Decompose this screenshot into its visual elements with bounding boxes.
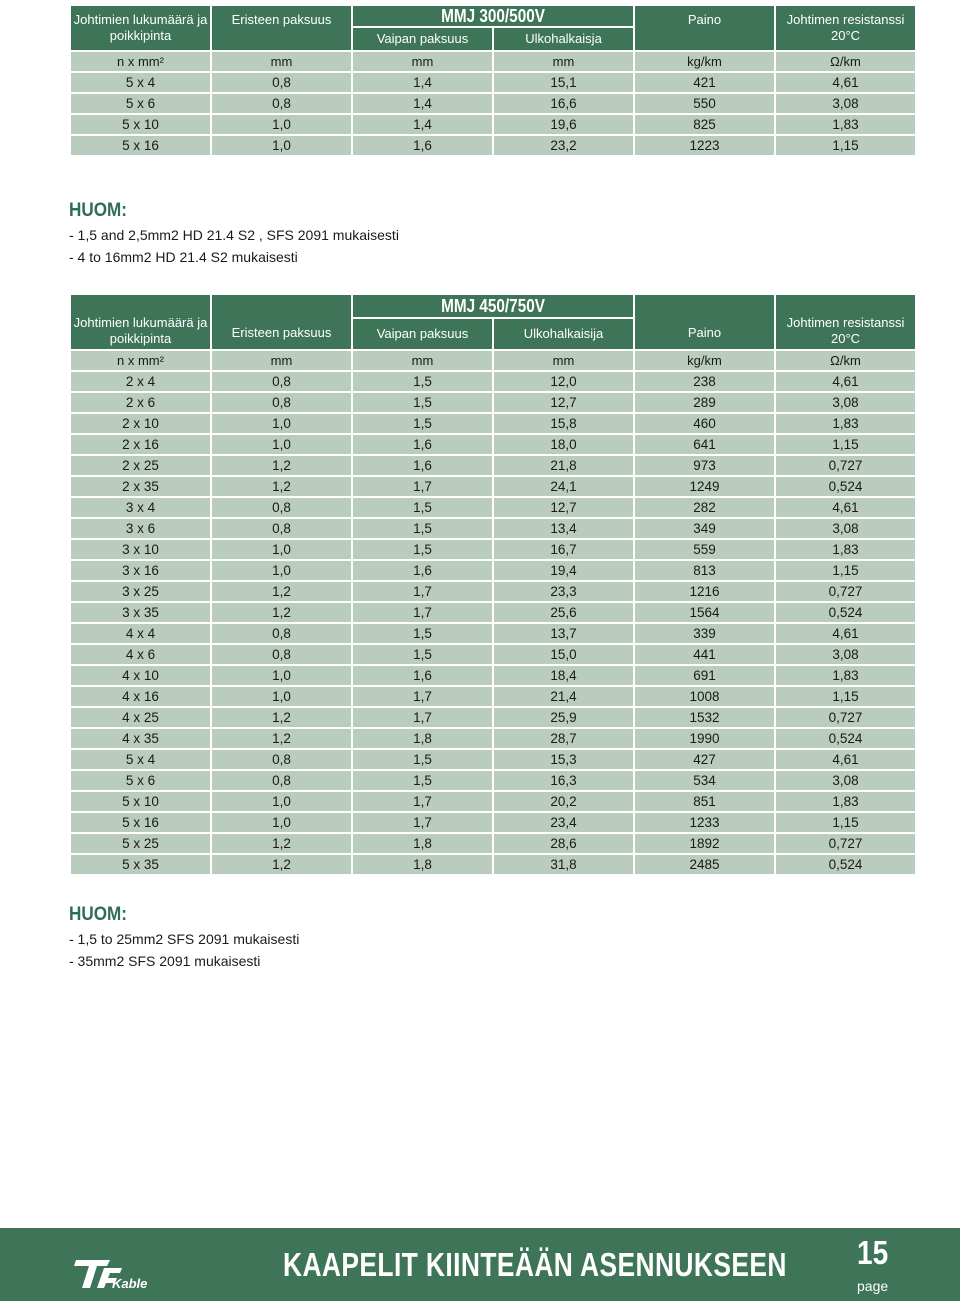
note-line: - 1,5 to 25mm2 SFS 2091 mukaisesti: [69, 931, 300, 947]
table-title: [353, 295, 633, 317]
table-cell: 339: [635, 624, 774, 643]
table-cell: 0,8: [212, 645, 351, 664]
cable-table-mmj-300-500: [69, 4, 917, 157]
table-row: [71, 855, 915, 874]
table-cell: 1,0: [212, 540, 351, 559]
table-cell: 550: [635, 94, 774, 113]
table-cell: 1,5: [353, 519, 492, 538]
table-cell: 1,7: [353, 708, 492, 727]
table-cell: 12,7: [494, 393, 633, 412]
table-cell: 0,727: [776, 708, 915, 727]
table-cell: 1990: [635, 729, 774, 748]
table-cell: 1008: [635, 687, 774, 706]
table-cell: 1223: [635, 136, 774, 155]
table-cell: 2 x 16: [71, 435, 210, 454]
tfkable-logo: [70, 1252, 150, 1292]
table-cell: 1,2: [212, 855, 351, 874]
table-cell: 0,524: [776, 855, 915, 874]
cable-table-mmj-450-750: [69, 293, 917, 876]
table-cell: 1,83: [776, 115, 915, 134]
table-cell: 441: [635, 645, 774, 664]
page-label: page: [857, 1278, 889, 1294]
note-line: - 4 to 16mm2 HD 21.4 S2 mukaisesti: [69, 249, 298, 265]
table-cell: 0,524: [776, 603, 915, 622]
table-row: [71, 94, 915, 113]
table-cell: 1,0: [212, 136, 351, 155]
table-cell: 28,6: [494, 834, 633, 853]
table-cell: 19,6: [494, 115, 633, 134]
table-cell: 1,15: [776, 813, 915, 832]
table-cell: 0,8: [212, 94, 351, 113]
table-cell: 1,0: [212, 561, 351, 580]
table-cell: 5 x 6: [71, 94, 210, 113]
table-cell: 5 x 10: [71, 115, 210, 134]
table-cell: 5 x 16: [71, 813, 210, 832]
table-cell: 23,3: [494, 582, 633, 601]
note-line: - 1,5 and 2,5mm2 HD 21.4 S2 , SFS 2091 mukaisesti: [69, 227, 399, 243]
table-cell: 1,6: [353, 561, 492, 580]
table-row: [71, 393, 915, 412]
table-cell: 1,2: [212, 582, 351, 601]
table-cell: 1216: [635, 582, 774, 601]
table-cell: 1,0: [212, 414, 351, 433]
table-cell: 1,6: [353, 136, 492, 155]
table-cell: 1,2: [212, 708, 351, 727]
page-number: 15: [857, 1234, 889, 1271]
table-cell: 19,4: [494, 561, 633, 580]
table-cell: 1,83: [776, 666, 915, 685]
table-cell: 21,4: [494, 687, 633, 706]
table-cell: 15,0: [494, 645, 633, 664]
table-cell: 1,6: [353, 666, 492, 685]
note-line: - 35mm2 SFS 2091 mukaisesti: [69, 953, 261, 969]
table-row: [71, 136, 915, 155]
table-cell: 1,2: [212, 603, 351, 622]
table-cell: 1,5: [353, 414, 492, 433]
table-cell: 1,2: [212, 477, 351, 496]
table-row: [71, 624, 915, 643]
table-row: [71, 73, 915, 92]
table-cell: 3 x 16: [71, 561, 210, 580]
table-cell: 1,0: [212, 115, 351, 134]
unit-cell: mm: [212, 52, 351, 71]
table-cell: 641: [635, 435, 774, 454]
table-row: [71, 771, 915, 790]
table-row: [71, 750, 915, 769]
table-cell: 2485: [635, 855, 774, 874]
table-cell: 1,5: [353, 771, 492, 790]
table-cell: 0,524: [776, 477, 915, 496]
table-cell: 4,61: [776, 73, 915, 92]
table-cell: 1,8: [353, 729, 492, 748]
table-cell: 3,08: [776, 94, 915, 113]
header-conductors: Johtimien lukumäärä ja poikkipinta: [71, 295, 210, 349]
table-cell: 1,4: [353, 94, 492, 113]
header-outer-diameter: Ulkohalkaisija: [494, 319, 633, 349]
table-cell: 973: [635, 456, 774, 475]
table-cell: 1,7: [353, 582, 492, 601]
note-block: [69, 200, 399, 268]
table-row: [71, 645, 915, 664]
table-cell: 427: [635, 750, 774, 769]
header-sheath: Vaipan paksuus: [353, 28, 492, 50]
table-cell: 0,8: [212, 750, 351, 769]
table-row: [71, 729, 915, 748]
table-cell: 1,5: [353, 498, 492, 517]
table-cell: 5 x 4: [71, 750, 210, 769]
table-cell: 1,83: [776, 414, 915, 433]
table-cell: 12,7: [494, 498, 633, 517]
table-row: [71, 708, 915, 727]
table-cell: 1,8: [353, 855, 492, 874]
table-cell: 349: [635, 519, 774, 538]
table-cell: 1,83: [776, 792, 915, 811]
table-cell: 16,3: [494, 771, 633, 790]
table-cell: 1,15: [776, 435, 915, 454]
header-insulation: Eristeen paksuus: [212, 6, 351, 50]
unit-cell: Ω/km: [776, 52, 915, 71]
header-outer-diameter: Ulkohalkaisja: [494, 28, 633, 50]
table-cell: 5 x 16: [71, 136, 210, 155]
unit-cell: mm: [494, 351, 633, 370]
table-cell: 3 x 35: [71, 603, 210, 622]
header-weight: Paino: [635, 295, 774, 349]
table-cell: 4,61: [776, 624, 915, 643]
table-cell: 0,727: [776, 834, 915, 853]
table-row: [71, 582, 915, 601]
table-title-text: MMJ 300/500V: [441, 6, 545, 26]
table-cell: 1,7: [353, 477, 492, 496]
table-row: [71, 603, 915, 622]
table-cell: 23,2: [494, 136, 633, 155]
note-heading: HUOM:: [69, 904, 127, 925]
table-cell: 20,2: [494, 792, 633, 811]
table-cell: 1,83: [776, 540, 915, 559]
table-cell: 3 x 10: [71, 540, 210, 559]
table-cell: 1233: [635, 813, 774, 832]
table-cell: 4 x 4: [71, 624, 210, 643]
table-cell: 3,08: [776, 645, 915, 664]
table-cell: 15,3: [494, 750, 633, 769]
table-cell: 5 x 10: [71, 792, 210, 811]
table-row: [71, 687, 915, 706]
table-cell: 0,8: [212, 393, 351, 412]
table-cell: 21,8: [494, 456, 633, 475]
table-cell: 1249: [635, 477, 774, 496]
header-resistance: Johtimen resistanssi 20°C: [776, 6, 915, 50]
table-cell: 238: [635, 372, 774, 391]
table-cell: 1,6: [353, 435, 492, 454]
table-cell: 4,61: [776, 372, 915, 391]
table-cell: 0,8: [212, 73, 351, 92]
table-cell: 1564: [635, 603, 774, 622]
table-cell: 4,61: [776, 750, 915, 769]
table-cell: 1892: [635, 834, 774, 853]
table-cell: 1,5: [353, 393, 492, 412]
table-cell: 1,5: [353, 540, 492, 559]
table-cell: 12,0: [494, 372, 633, 391]
table-cell: 4 x 25: [71, 708, 210, 727]
header-weight: Paino: [635, 6, 774, 50]
table-cell: 1,2: [212, 729, 351, 748]
header-insulation: Eristeen paksuus: [212, 295, 351, 349]
table-cell: 28,7: [494, 729, 633, 748]
table-cell: 3 x 4: [71, 498, 210, 517]
table-cell: 0,524: [776, 729, 915, 748]
table-cell: 18,0: [494, 435, 633, 454]
table-cell: 3,08: [776, 393, 915, 412]
table-cell: 1,0: [212, 666, 351, 685]
unit-cell: mm: [353, 52, 492, 71]
unit-cell: mm: [494, 52, 633, 71]
table-cell: 5 x 25: [71, 834, 210, 853]
table-cell: 25,9: [494, 708, 633, 727]
table-cell: 691: [635, 666, 774, 685]
table-cell: 1,7: [353, 687, 492, 706]
table-cell: 15,1: [494, 73, 633, 92]
table-cell: 1,5: [353, 645, 492, 664]
table-cell: 5 x 35: [71, 855, 210, 874]
table-cell: 421: [635, 73, 774, 92]
table-cell: 1,7: [353, 603, 492, 622]
table-cell: 0,727: [776, 582, 915, 601]
table-row: [71, 540, 915, 559]
table-cell: 1,0: [212, 687, 351, 706]
table-cell: 1,4: [353, 115, 492, 134]
table-cell: 851: [635, 792, 774, 811]
table-row: [71, 456, 915, 475]
table-row: [71, 519, 915, 538]
table-row: [71, 561, 915, 580]
table-cell: 0,8: [212, 498, 351, 517]
footer-bar: [0, 1228, 960, 1301]
table-cell: 1,0: [212, 792, 351, 811]
unit-cell: Ω/km: [776, 351, 915, 370]
table-row: [71, 414, 915, 433]
table-cell: 23,4: [494, 813, 633, 832]
svg-text:Kable: Kable: [112, 1276, 148, 1291]
table-cell: 1,2: [212, 834, 351, 853]
table-row: [71, 813, 915, 832]
header-resistance: Johtimen resistanssi 20°C: [776, 295, 915, 349]
unit-cell: kg/km: [635, 52, 774, 71]
table-cell: 4 x 16: [71, 687, 210, 706]
table-cell: 282: [635, 498, 774, 517]
unit-cell: mm: [212, 351, 351, 370]
table-cell: 13,4: [494, 519, 633, 538]
table-cell: 3 x 6: [71, 519, 210, 538]
table-cell: 0,8: [212, 771, 351, 790]
table-cell: 4,61: [776, 498, 915, 517]
table-cell: 5 x 6: [71, 771, 210, 790]
table-cell: 24,1: [494, 477, 633, 496]
table-cell: 4 x 6: [71, 645, 210, 664]
table-cell: 2 x 4: [71, 372, 210, 391]
table-row: [71, 372, 915, 391]
unit-cell: n x mm²: [71, 351, 210, 370]
table-cell: 1,4: [353, 73, 492, 92]
table-title: [353, 6, 633, 26]
table-cell: 460: [635, 414, 774, 433]
table-cell: 2 x 10: [71, 414, 210, 433]
table-cell: 813: [635, 561, 774, 580]
table-row: [71, 834, 915, 853]
table-cell: 1,15: [776, 561, 915, 580]
table-cell: 1,0: [212, 813, 351, 832]
table-cell: 13,7: [494, 624, 633, 643]
table-cell: 1,6: [353, 456, 492, 475]
header-sheath: Vaipan paksuus: [353, 319, 492, 349]
table-cell: 2 x 25: [71, 456, 210, 475]
table-cell: 15,8: [494, 414, 633, 433]
table-cell: 825: [635, 115, 774, 134]
table-cell: 1532: [635, 708, 774, 727]
table-cell: 289: [635, 393, 774, 412]
table-cell: 25,6: [494, 603, 633, 622]
table-cell: 16,6: [494, 94, 633, 113]
table-cell: 1,5: [353, 624, 492, 643]
table-row: [71, 666, 915, 685]
note-heading: HUOM:: [69, 200, 127, 221]
table-cell: 3,08: [776, 771, 915, 790]
table-cell: 1,15: [776, 136, 915, 155]
header-conductors: Johtimien lukumäärä ja poikkipinta: [71, 6, 210, 50]
table-row: [71, 115, 915, 134]
table-row: [71, 792, 915, 811]
table-cell: 0,8: [212, 519, 351, 538]
unit-cell: kg/km: [635, 351, 774, 370]
table-cell: 2 x 35: [71, 477, 210, 496]
table-cell: 2 x 6: [71, 393, 210, 412]
table-cell: 1,5: [353, 750, 492, 769]
table-row: [71, 477, 915, 496]
table-cell: 0,8: [212, 624, 351, 643]
table-cell: 0,727: [776, 456, 915, 475]
table-title-text: MMJ 450/750V: [441, 296, 545, 316]
note-block: [69, 904, 299, 972]
table-cell: 1,7: [353, 792, 492, 811]
table-cell: 16,7: [494, 540, 633, 559]
unit-cell: mm: [353, 351, 492, 370]
table-row: [71, 435, 915, 454]
table-cell: 3 x 25: [71, 582, 210, 601]
table-cell: 1,0: [212, 435, 351, 454]
table-cell: 559: [635, 540, 774, 559]
table-cell: 1,2: [212, 456, 351, 475]
table-cell: 31,8: [494, 855, 633, 874]
table-cell: 18,4: [494, 666, 633, 685]
table-cell: 1,15: [776, 687, 915, 706]
table-cell: 3,08: [776, 519, 915, 538]
table-cell: 534: [635, 771, 774, 790]
footer-title: KAAPELIT KIINTEÄÄN ASENNUKSEEN: [283, 1246, 787, 1283]
table-cell: 4 x 10: [71, 666, 210, 685]
unit-cell: n x mm²: [71, 52, 210, 71]
table-cell: 5 x 4: [71, 73, 210, 92]
table-cell: 1,7: [353, 813, 492, 832]
table-row: [71, 498, 915, 517]
table-cell: 1,5: [353, 372, 492, 391]
table-cell: 0,8: [212, 372, 351, 391]
table-cell: 4 x 35: [71, 729, 210, 748]
table-cell: 1,8: [353, 834, 492, 853]
